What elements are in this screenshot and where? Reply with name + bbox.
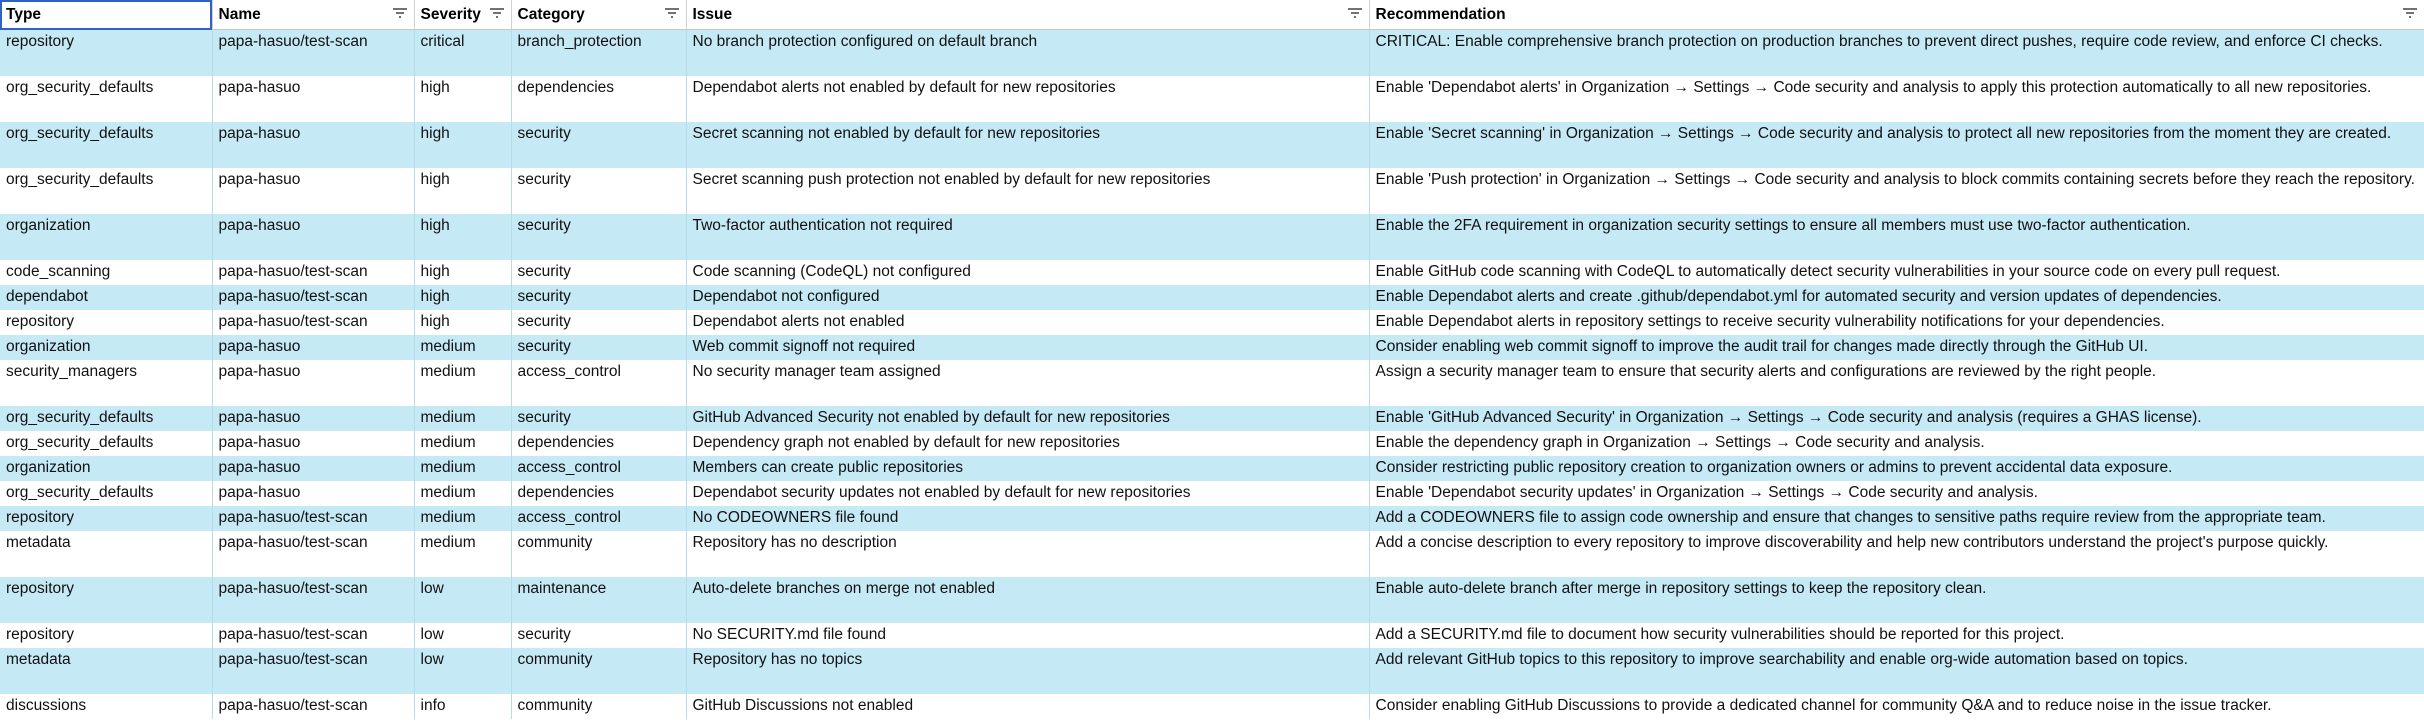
table-row [0, 260, 2424, 285]
cell-name[interactable]: papa-hasuo/test-scan [212, 30, 414, 77]
cell-category[interactable]: dependencies [511, 481, 686, 506]
cell-category[interactable]: security [511, 623, 686, 648]
filter-dropdown-icon[interactable] [1347, 7, 1363, 21]
cell-category[interactable]: maintenance [511, 577, 686, 623]
cell-issue[interactable]: Repository has no description [686, 531, 1369, 577]
filter-dropdown-icon[interactable] [664, 7, 680, 21]
cell-recommendation[interactable]: Enable 'GitHub Advanced Security' in Organization → Settings → Code security and analysis (requires a GHAS license). [1369, 406, 2424, 431]
cell-category[interactable]: dependencies [511, 76, 686, 122]
cell-recommendation[interactable]: Consider restricting public repository creation to organization owners or admins to prevent accidental data exposure. [1369, 456, 2424, 481]
cell-severity[interactable]: info [414, 694, 511, 719]
cell-name[interactable]: papa-hasuo [212, 122, 414, 168]
cell-name[interactable]: papa-hasuo [212, 168, 414, 214]
cell-issue[interactable]: No security manager team assigned [686, 360, 1369, 406]
cell-category[interactable]: security [511, 335, 686, 360]
cell-recommendation[interactable]: Enable 'Push protection' in Organization → Settings → Code security and analysis to block commits containing secrets before they reach the repository. [1369, 168, 2424, 214]
cell-issue[interactable]: No CODEOWNERS file found [686, 506, 1369, 531]
cell-recommendation[interactable]: Enable the dependency graph in Organization → Settings → Code security and analysis. [1369, 431, 2424, 456]
cell-type[interactable]: repository [0, 623, 212, 648]
cell-type[interactable]: security_managers [0, 360, 212, 406]
cell-name[interactable]: papa-hasuo [212, 76, 414, 122]
cell-severity[interactable]: high [414, 310, 511, 335]
column-header-severity[interactable] [414, 0, 511, 30]
column-header-name[interactable] [212, 0, 414, 30]
cell-category[interactable]: security [511, 214, 686, 260]
cell-name[interactable]: papa-hasuo/test-scan [212, 648, 414, 694]
column-header-category[interactable] [511, 0, 686, 30]
cell-severity[interactable]: medium [414, 360, 511, 406]
cell-category[interactable]: security [511, 168, 686, 214]
cell-severity[interactable]: low [414, 577, 511, 623]
cell-recommendation[interactable]: Add a concise description to every repository to improve discoverability and help new contributors understand the project's purpose quickly. [1369, 531, 2424, 577]
cell-recommendation[interactable]: Consider enabling GitHub Discussions to provide a dedicated channel for community Q&A and to reduce noise in the issue tracker. [1369, 694, 2424, 719]
cell-severity[interactable]: high [414, 260, 511, 285]
column-header-label: Name [218, 5, 261, 23]
cell-category[interactable]: community [511, 694, 686, 719]
cell-type[interactable]: org_security_defaults [0, 168, 212, 214]
cell-issue[interactable]: Dependabot alerts not enabled by default for new repositories [686, 76, 1369, 122]
column-header-label: Recommendation [1375, 5, 1506, 23]
cell-category[interactable]: community [511, 531, 686, 577]
cell-recommendation[interactable]: Enable the 2FA requirement in organization security settings to ensure all members must use two-factor authentication. [1369, 214, 2424, 260]
table-row [0, 168, 2424, 214]
cell-recommendation[interactable]: Enable Dependabot alerts in repository settings to receive security vulnerability notifications for your dependencies. [1369, 310, 2424, 335]
cell-type[interactable]: metadata [0, 531, 212, 577]
cell-severity[interactable]: high [414, 214, 511, 260]
cell-name[interactable]: papa-hasuo/test-scan [212, 506, 414, 531]
cell-recommendation[interactable]: Assign a security manager team to ensure that security alerts and configurations are reviewed by the right people. [1369, 360, 2424, 406]
table-row [0, 76, 2424, 122]
cell-type[interactable]: org_security_defaults [0, 481, 212, 506]
cell-issue[interactable]: GitHub Advanced Security not enabled by default for new repositories [686, 406, 1369, 431]
filter-dropdown-icon[interactable] [489, 7, 505, 21]
cell-category[interactable]: security [511, 285, 686, 310]
cell-name[interactable]: papa-hasuo [212, 335, 414, 360]
table-row [0, 406, 2424, 431]
cell-issue[interactable]: Dependabot security updates not enabled by default for new repositories [686, 481, 1369, 506]
cell-severity[interactable]: medium [414, 406, 511, 431]
cell-type[interactable]: repository [0, 310, 212, 335]
cell-name[interactable]: papa-hasuo [212, 406, 414, 431]
table-row [0, 30, 2424, 77]
cell-severity[interactable]: high [414, 285, 511, 310]
cell-name[interactable]: papa-hasuo/test-scan [212, 260, 414, 285]
cell-recommendation[interactable]: CRITICAL: Enable comprehensive branch protection on production branches to prevent direct pushes, require code review, and enforce CI checks. [1369, 30, 2424, 77]
header-row [0, 0, 2424, 30]
cell-category[interactable]: access_control [511, 506, 686, 531]
table-row [0, 577, 2424, 623]
cell-category[interactable]: security [511, 122, 686, 168]
table-row [0, 531, 2424, 577]
cell-issue[interactable]: Two-factor authentication not required [686, 214, 1369, 260]
cell-name[interactable]: papa-hasuo [212, 481, 414, 506]
cell-issue[interactable]: Web commit signoff not required [686, 335, 1369, 360]
cell-severity[interactable]: medium [414, 506, 511, 531]
column-header-recommendation[interactable] [1369, 0, 2424, 30]
cell-type[interactable]: org_security_defaults [0, 406, 212, 431]
table-row [0, 122, 2424, 168]
table-row [0, 648, 2424, 694]
table-row [0, 456, 2424, 481]
table-row [0, 431, 2424, 456]
cell-type[interactable]: dependabot [0, 285, 212, 310]
cell-issue[interactable]: Secret scanning push protection not enabled by default for new repositories [686, 168, 1369, 214]
cell-severity[interactable]: high [414, 122, 511, 168]
cell-issue[interactable]: Secret scanning not enabled by default for new repositories [686, 122, 1369, 168]
cell-severity[interactable]: medium [414, 431, 511, 456]
cell-recommendation[interactable]: Enable auto-delete branch after merge in repository settings to keep the repository clean. [1369, 577, 2424, 623]
cell-name[interactable]: papa-hasuo/test-scan [212, 285, 414, 310]
table-row [0, 694, 2424, 719]
cell-severity[interactable]: high [414, 168, 511, 214]
cell-type[interactable]: repository [0, 577, 212, 623]
filter-dropdown-icon[interactable] [2402, 7, 2418, 21]
cell-recommendation[interactable]: Enable 'Dependabot security updates' in Organization → Settings → Code security and analysis. [1369, 481, 2424, 506]
table-row [0, 335, 2424, 360]
cell-category[interactable]: security [511, 310, 686, 335]
cell-issue[interactable]: Repository has no topics [686, 648, 1369, 694]
cell-recommendation[interactable]: Enable GitHub code scanning with CodeQL to automatically detect security vulnerabilities in your source code on every pull request. [1369, 260, 2424, 285]
cell-type[interactable]: org_security_defaults [0, 122, 212, 168]
cell-recommendation[interactable]: Consider enabling web commit signoff to improve the audit trail for changes made directly through the GitHub UI. [1369, 335, 2424, 360]
cell-type[interactable]: organization [0, 335, 212, 360]
cell-recommendation[interactable]: Add a CODEOWNERS file to assign code ownership and ensure that changes to sensitive paths require review from the appropriate team. [1369, 506, 2424, 531]
cell-name[interactable]: papa-hasuo/test-scan [212, 694, 414, 719]
cell-type[interactable]: code_scanning [0, 260, 212, 285]
cell-recommendation[interactable]: Add relevant GitHub topics to this repository to improve searchability and enable org-wide automation based on topics. [1369, 648, 2424, 694]
cell-name[interactable]: papa-hasuo [212, 431, 414, 456]
cell-recommendation[interactable]: Enable Dependabot alerts and create .github/dependabot.yml for automated security and version updates of dependencies. [1369, 285, 2424, 310]
cell-severity[interactable]: medium [414, 456, 511, 481]
table-row [0, 506, 2424, 531]
cell-severity[interactable]: medium [414, 531, 511, 577]
column-header-label: Category [517, 5, 585, 23]
cell-type[interactable]: discussions [0, 694, 212, 719]
cell-type[interactable]: org_security_defaults [0, 431, 212, 456]
cell-category[interactable]: security [511, 260, 686, 285]
filter-dropdown-icon[interactable] [392, 7, 408, 21]
table-row [0, 310, 2424, 335]
cell-recommendation[interactable]: Enable 'Dependabot alerts' in Organization → Settings → Code security and analysis to apply this protection automatically to all new repositories. [1369, 76, 2424, 122]
table-row [0, 623, 2424, 648]
cell-issue[interactable]: Dependabot not configured [686, 285, 1369, 310]
cell-category[interactable]: community [511, 648, 686, 694]
cell-type[interactable]: repository [0, 30, 212, 77]
cell-name[interactable]: papa-hasuo [212, 214, 414, 260]
column-header-label: Severity [420, 5, 481, 23]
cell-issue[interactable]: Members can create public repositories [686, 456, 1369, 481]
cell-category[interactable]: security [511, 406, 686, 431]
column-header-label: Type [6, 5, 42, 23]
cell-severity[interactable]: medium [414, 481, 511, 506]
table-row [0, 481, 2424, 506]
cell-name[interactable]: papa-hasuo [212, 360, 414, 406]
cell-type[interactable]: repository [0, 506, 212, 531]
cell-type[interactable]: org_security_defaults [0, 76, 212, 122]
cell-category[interactable]: access_control [511, 360, 686, 406]
cell-type[interactable]: organization [0, 456, 212, 481]
cell-severity[interactable]: low [414, 623, 511, 648]
table-row [0, 285, 2424, 310]
cell-issue[interactable]: No SECURITY.md file found [686, 623, 1369, 648]
cell-name[interactable]: papa-hasuo/test-scan [212, 623, 414, 648]
cell-name[interactable]: papa-hasuo/test-scan [212, 531, 414, 577]
cell-recommendation[interactable]: Enable 'Secret scanning' in Organization → Settings → Code security and analysis to protect all new repositories from the moment they are created. [1369, 122, 2424, 168]
cell-category[interactable]: branch_protection [511, 30, 686, 77]
cell-issue[interactable]: Dependency graph not enabled by default for new repositories [686, 431, 1369, 456]
column-header-label: Issue [692, 5, 733, 23]
cell-issue[interactable]: Code scanning (CodeQL) not configured [686, 260, 1369, 285]
cell-recommendation[interactable]: Add a SECURITY.md file to document how security vulnerabilities should be reported for this project. [1369, 623, 2424, 648]
cell-type[interactable]: organization [0, 214, 212, 260]
cell-issue[interactable]: Dependabot alerts not enabled [686, 310, 1369, 335]
cell-severity[interactable]: medium [414, 335, 511, 360]
cell-issue[interactable]: Auto-delete branches on merge not enabled [686, 577, 1369, 623]
cell-type[interactable]: metadata [0, 648, 212, 694]
cell-name[interactable]: papa-hasuo/test-scan [212, 577, 414, 623]
cell-severity[interactable]: critical [414, 30, 511, 77]
cell-name[interactable]: papa-hasuo [212, 456, 414, 481]
cell-issue[interactable]: No branch protection configured on default branch [686, 30, 1369, 77]
cell-category[interactable]: access_control [511, 456, 686, 481]
cell-severity[interactable]: low [414, 648, 511, 694]
table-row [0, 214, 2424, 260]
cell-name[interactable]: papa-hasuo/test-scan [212, 310, 414, 335]
cell-issue[interactable]: GitHub Discussions not enabled [686, 694, 1369, 719]
table-row [0, 360, 2424, 406]
column-header-issue[interactable] [686, 0, 1369, 30]
column-header-type[interactable] [0, 0, 212, 30]
cell-severity[interactable]: high [414, 76, 511, 122]
cell-category[interactable]: dependencies [511, 431, 686, 456]
